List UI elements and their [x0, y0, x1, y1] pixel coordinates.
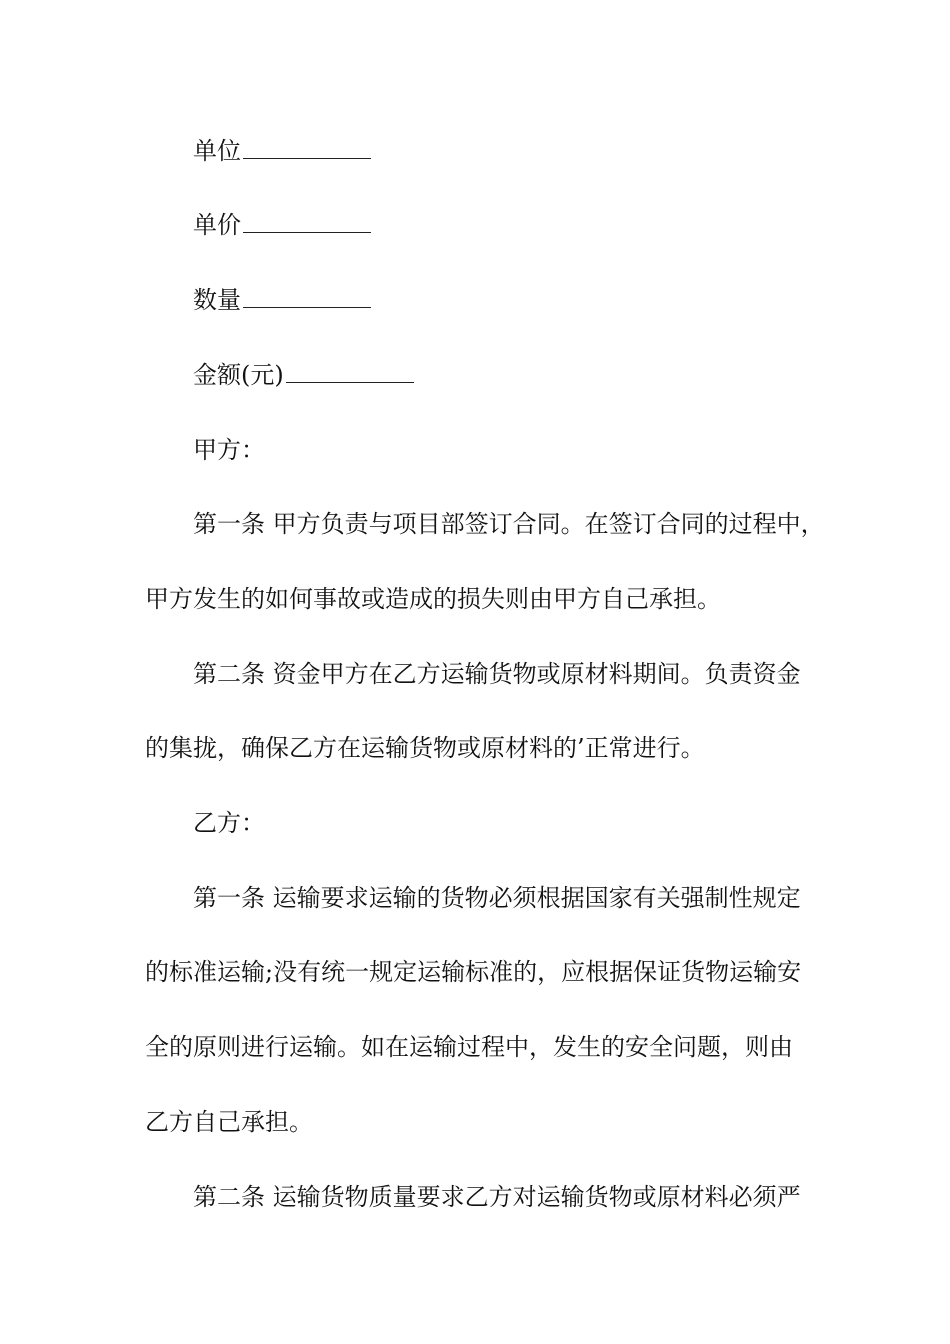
party-a-article-1-line-2: 甲方发生的如何事故或造成的损失则由甲方自己承担。	[145, 585, 721, 613]
party-b-heading: 乙方：	[193, 809, 265, 837]
field-label: 数量	[193, 286, 241, 314]
party-b-article-1-line-1: 第一条 运输要求运输的货物必须根据国家有关强制性规定	[193, 884, 801, 912]
party-a-article-2-line-2: 的集拢，确保乙方在运输货物或原材料的’正常进行。	[145, 734, 705, 762]
fill-blank	[243, 208, 371, 233]
field-label: 单价	[193, 211, 241, 239]
fill-blank	[243, 283, 371, 308]
field-unit	[193, 134, 873, 168]
party-a-article-2-line-1: 第二条 资金甲方在乙方运输货物或原材料期间。负责资金	[193, 660, 801, 688]
field-quantity	[193, 283, 873, 317]
party-b-article-1-line-2: 的标准运输;没有统一规定运输标准的，应根据保证货物运输安	[145, 958, 802, 986]
field-unit-price	[193, 208, 873, 242]
party-b-article-1-line-4: 乙方自己承担。	[145, 1108, 313, 1136]
party-b-article-1-line-3: 全的原则进行运输。如在运输过程中，发生的安全问题，则由	[145, 1033, 793, 1061]
field-label: 金额(元)	[193, 361, 284, 389]
party-b-article-2-line-1: 第二条 运输货物质量要求乙方对运输货物或原材料必须严	[193, 1183, 801, 1211]
fill-blank	[286, 358, 414, 383]
field-amount	[193, 358, 873, 392]
party-a-article-1-line-1: 第一条 甲方负责与项目部签订合同。在签订合同的过程中，	[193, 510, 825, 538]
field-label: 单位	[193, 137, 241, 165]
fill-blank	[243, 134, 371, 159]
party-a-heading: 甲方：	[193, 436, 265, 464]
